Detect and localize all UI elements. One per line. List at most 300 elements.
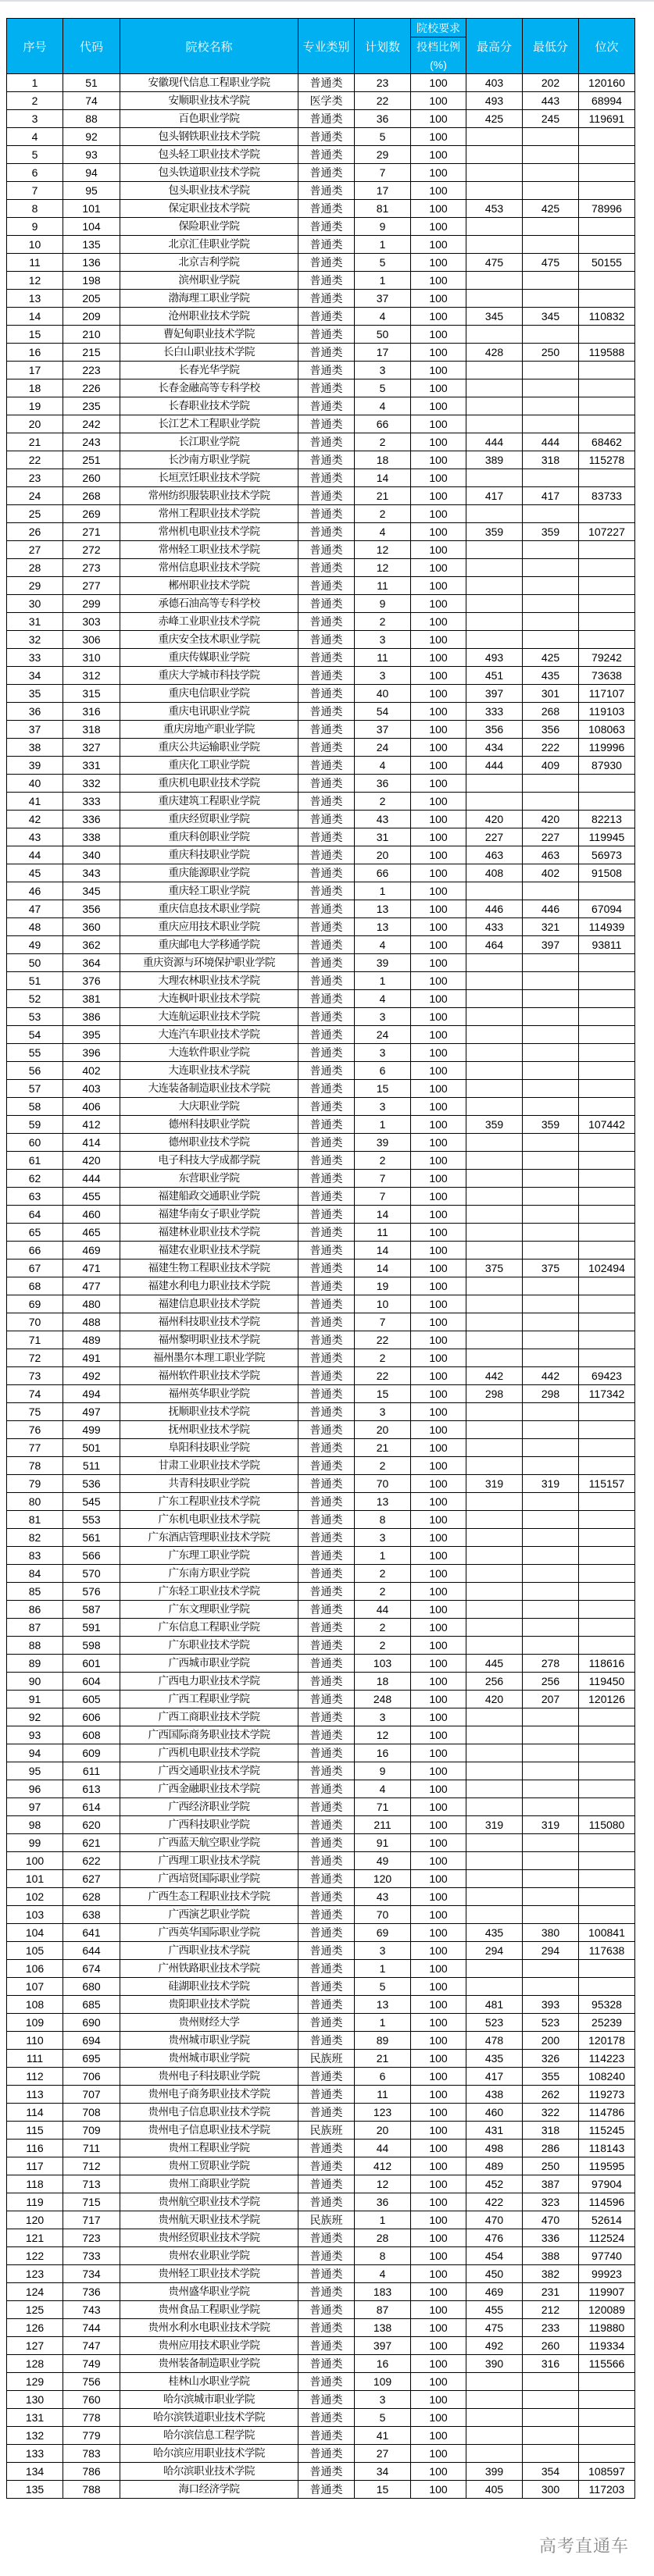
- cell-plan: 3: [355, 1708, 411, 1726]
- cell-ratio: 100: [411, 2247, 466, 2265]
- cell-name: 贵州食品工程职业学院: [120, 2301, 298, 2319]
- cell-min: [523, 1062, 579, 1080]
- cell-ratio: 100: [411, 649, 466, 667]
- cell-rank: [579, 469, 635, 487]
- table-row: [7, 1960, 635, 1978]
- cell-type: 普通类: [298, 1996, 355, 2014]
- cell-ratio: 100: [411, 128, 466, 146]
- cell-rank: 119907: [579, 2283, 635, 2301]
- table-row: [7, 613, 635, 631]
- table-row: [7, 793, 635, 811]
- cell-name: 重庆安全技术职业学院: [120, 631, 298, 649]
- table-row: [7, 882, 635, 900]
- cell-plan: 29: [355, 146, 411, 164]
- cell-seq: 105: [7, 1942, 63, 1960]
- table-row: [7, 1978, 635, 1996]
- cell-seq: 34: [7, 667, 63, 685]
- cell-plan: 16: [355, 2355, 411, 2373]
- cell-type: 普通类: [298, 451, 355, 469]
- cell-min: 354: [523, 2463, 579, 2481]
- cell-name: 甘肃工业职业技术学院: [120, 1457, 298, 1475]
- cell-rank: [579, 2445, 635, 2463]
- cell-name: 重庆邮电大学移通学院: [120, 936, 298, 954]
- cell-rank: 117203: [579, 2481, 635, 2499]
- cell-ratio: 100: [411, 864, 466, 882]
- cell-seq: 77: [7, 1439, 63, 1457]
- cell-ratio: 100: [411, 2445, 466, 2463]
- cell-rank: 91508: [579, 864, 635, 882]
- cell-min: [523, 1888, 579, 1906]
- cell-max: 444: [466, 433, 523, 451]
- cell-ratio: 100: [411, 739, 466, 757]
- table-row: [7, 2319, 635, 2337]
- cell-plan: 11: [355, 2086, 411, 2104]
- cell-type: 普通类: [298, 110, 355, 128]
- cell-max: [466, 2427, 523, 2445]
- cell-rank: [579, 1565, 635, 1583]
- table-header: [7, 19, 635, 74]
- cell-ratio: 100: [411, 1691, 466, 1708]
- cell-type: 普通类: [298, 1924, 355, 1942]
- cell-seq: 14: [7, 308, 63, 326]
- cell-plan: 6: [355, 1062, 411, 1080]
- cell-max: [466, 1726, 523, 1744]
- cell-code: 711: [63, 2140, 120, 2157]
- cell-max: [466, 613, 523, 631]
- cell-plan: 3: [355, 1403, 411, 1421]
- cell-ratio: 100: [411, 811, 466, 828]
- cell-code: 604: [63, 1673, 120, 1691]
- cell-rank: [579, 1511, 635, 1529]
- cell-plan: 7: [355, 1188, 411, 1206]
- cell-ratio: 100: [411, 559, 466, 577]
- table-row: [7, 811, 635, 828]
- cell-code: 788: [63, 2481, 120, 2499]
- cell-seq: 120: [7, 2211, 63, 2229]
- cell-plan: 1: [355, 1116, 411, 1134]
- cell-seq: 1: [7, 74, 63, 92]
- cell-type: 普通类: [298, 828, 355, 846]
- cell-min: [523, 882, 579, 900]
- table-row: [7, 74, 635, 92]
- cell-min: 222: [523, 739, 579, 757]
- cell-plan: 36: [355, 775, 411, 793]
- cell-code: 783: [63, 2445, 120, 2463]
- table-row: [7, 631, 635, 649]
- cell-ratio: 100: [411, 254, 466, 272]
- table-row: [7, 1224, 635, 1242]
- cell-seq: 75: [7, 1403, 63, 1421]
- cell-name: 大庆职业学院: [120, 1098, 298, 1116]
- cell-min: [523, 1206, 579, 1224]
- cell-max: [466, 1619, 523, 1637]
- cell-type: 民族班: [298, 2122, 355, 2140]
- cell-plan: 5: [355, 379, 411, 397]
- cell-max: 464: [466, 936, 523, 954]
- cell-seq: 35: [7, 685, 63, 703]
- table-row: [7, 1457, 635, 1475]
- cell-ratio: 100: [411, 308, 466, 326]
- cell-min: 375: [523, 1259, 579, 1277]
- cell-plan: 4: [355, 757, 411, 775]
- table-row: [7, 290, 635, 308]
- cell-min: [523, 1511, 579, 1529]
- table-row: [7, 1080, 635, 1098]
- cell-ratio: 100: [411, 2193, 466, 2211]
- cell-min: [523, 379, 579, 397]
- cell-min: 336: [523, 2229, 579, 2247]
- cell-min: 425: [523, 649, 579, 667]
- cell-plan: 70: [355, 1475, 411, 1493]
- cell-ratio: 100: [411, 541, 466, 559]
- cell-code: 778: [63, 2409, 120, 2427]
- cell-seq: 69: [7, 1295, 63, 1313]
- cell-min: 402: [523, 864, 579, 882]
- cell-min: 420: [523, 811, 579, 828]
- cell-name: 广西国际商务职业技术学院: [120, 1726, 298, 1744]
- cell-rank: 69423: [579, 1367, 635, 1385]
- cell-seq: 50: [7, 954, 63, 972]
- cell-min: [523, 2373, 579, 2391]
- cell-max: 492: [466, 2337, 523, 2355]
- cell-type: 普通类: [298, 1906, 355, 1924]
- cell-ratio: 100: [411, 487, 466, 505]
- cell-ratio: 100: [411, 2104, 466, 2122]
- header-seq: 序号: [7, 19, 63, 74]
- cell-rank: 117107: [579, 685, 635, 703]
- cell-type: 普通类: [298, 326, 355, 344]
- cell-type: 普通类: [298, 631, 355, 649]
- cell-name: 福建水利电力职业技术学院: [120, 1277, 298, 1295]
- cell-min: [523, 1708, 579, 1726]
- cell-plan: 3: [355, 1008, 411, 1026]
- cell-type: 普通类: [298, 541, 355, 559]
- cell-plan: 11: [355, 577, 411, 595]
- cell-code: 360: [63, 918, 120, 936]
- cell-rank: [579, 613, 635, 631]
- cell-seq: 73: [7, 1367, 63, 1385]
- cell-max: [466, 1583, 523, 1601]
- cell-type: 普通类: [298, 1313, 355, 1331]
- cell-min: [523, 1457, 579, 1475]
- table-row: [7, 1511, 635, 1529]
- cell-ratio: 100: [411, 2032, 466, 2050]
- cell-max: [466, 164, 523, 182]
- cell-min: [523, 1978, 579, 1996]
- cell-seq: 92: [7, 1708, 63, 1726]
- cell-max: [466, 379, 523, 397]
- cell-type: 普通类: [298, 1870, 355, 1888]
- cell-type: 普通类: [298, 1242, 355, 1259]
- cell-seq: 28: [7, 559, 63, 577]
- cell-min: [523, 1331, 579, 1349]
- cell-min: [523, 326, 579, 344]
- cell-name: 广西科技职业学院: [120, 1816, 298, 1834]
- cell-rank: [579, 1798, 635, 1816]
- cell-min: [523, 1295, 579, 1313]
- cell-rank: [579, 164, 635, 182]
- cell-rank: [579, 1026, 635, 1044]
- cell-name: 福建林业职业技术学院: [120, 1224, 298, 1242]
- cell-rank: 119691: [579, 110, 635, 128]
- cell-ratio: 100: [411, 1726, 466, 1744]
- cell-rank: [579, 1978, 635, 1996]
- cell-name: 福州软件职业技术学院: [120, 1367, 298, 1385]
- cell-rank: [579, 1170, 635, 1188]
- cell-name: 北京吉利学院: [120, 254, 298, 272]
- cell-min: 278: [523, 1655, 579, 1673]
- table-row: [7, 1780, 635, 1798]
- cell-name: 大连软件职业学院: [120, 1044, 298, 1062]
- cell-name: 重庆电信职业学院: [120, 685, 298, 703]
- cell-ratio: 100: [411, 1798, 466, 1816]
- cell-name: 大连职业技术学院: [120, 1062, 298, 1080]
- cell-min: [523, 1080, 579, 1098]
- cell-ratio: 100: [411, 703, 466, 721]
- cell-min: [523, 362, 579, 379]
- cell-ratio: 100: [411, 1529, 466, 1547]
- cell-max: [466, 559, 523, 577]
- cell-min: [523, 1224, 579, 1242]
- cell-plan: 22: [355, 1331, 411, 1349]
- cell-plan: 183: [355, 2283, 411, 2301]
- cell-seq: 118: [7, 2175, 63, 2193]
- cell-code: 561: [63, 1529, 120, 1547]
- cell-seq: 22: [7, 451, 63, 469]
- cell-max: [466, 362, 523, 379]
- cell-plan: 11: [355, 649, 411, 667]
- cell-rank: [579, 1708, 635, 1726]
- cell-type: 普通类: [298, 1583, 355, 1601]
- table-row: [7, 1439, 635, 1457]
- cell-name: 抚顺职业技术学院: [120, 1403, 298, 1421]
- cell-max: 475: [466, 254, 523, 272]
- cell-min: [523, 1906, 579, 1924]
- cell-seq: 82: [7, 1529, 63, 1547]
- cell-name: 广西经济职业学院: [120, 1798, 298, 1816]
- cell-name: 贵州电子信息职业技术学院: [120, 2104, 298, 2122]
- cell-code: 136: [63, 254, 120, 272]
- cell-max: 438: [466, 2086, 523, 2104]
- table-row: [7, 577, 635, 595]
- cell-min: [523, 1170, 579, 1188]
- cell-ratio: 100: [411, 1080, 466, 1098]
- cell-max: [466, 1349, 523, 1367]
- cell-type: 普通类: [298, 595, 355, 613]
- cell-seq: 116: [7, 2140, 63, 2157]
- cell-rank: [579, 1242, 635, 1259]
- cell-name: 贵州电子科技职业学院: [120, 2068, 298, 2086]
- cell-rank: [579, 1744, 635, 1762]
- cell-seq: 11: [7, 254, 63, 272]
- cell-plan: 13: [355, 900, 411, 918]
- cell-type: 普通类: [298, 1691, 355, 1708]
- cell-max: 420: [466, 811, 523, 828]
- cell-max: 375: [466, 1259, 523, 1277]
- cell-plan: 7: [355, 1170, 411, 1188]
- cell-ratio: 100: [411, 1493, 466, 1511]
- cell-max: [466, 1708, 523, 1726]
- cell-seq: 8: [7, 200, 63, 218]
- cell-rank: [579, 236, 635, 254]
- cell-seq: 101: [7, 1870, 63, 1888]
- cell-name: 长春光华学院: [120, 362, 298, 379]
- table-row: [7, 2373, 635, 2391]
- cell-code: 444: [63, 1170, 120, 1188]
- table-row: [7, 936, 635, 954]
- cell-ratio: 100: [411, 1044, 466, 1062]
- cell-type: 普通类: [298, 811, 355, 828]
- cell-ratio: 100: [411, 2319, 466, 2337]
- cell-code: 277: [63, 577, 120, 595]
- cell-plan: 40: [355, 685, 411, 703]
- cell-plan: 4: [355, 397, 411, 415]
- cell-code: 743: [63, 2301, 120, 2319]
- cell-name: 滨州职业学院: [120, 272, 298, 290]
- cell-rank: [579, 1439, 635, 1457]
- cell-rank: 50155: [579, 254, 635, 272]
- cell-min: 523: [523, 2014, 579, 2032]
- cell-min: [523, 469, 579, 487]
- table-row: [7, 1313, 635, 1331]
- cell-seq: 80: [7, 1493, 63, 1511]
- cell-plan: 6: [355, 2068, 411, 2086]
- cell-type: 普通类: [298, 559, 355, 577]
- cell-ratio: 100: [411, 1816, 466, 1834]
- cell-plan: 39: [355, 1134, 411, 1152]
- cell-rank: 73638: [579, 667, 635, 685]
- cell-plan: 412: [355, 2157, 411, 2175]
- cell-plan: 10: [355, 1295, 411, 1313]
- cell-ratio: 100: [411, 1565, 466, 1583]
- cell-code: 242: [63, 415, 120, 433]
- cell-name: 福州黎明职业技术学院: [120, 1331, 298, 1349]
- cell-rank: [579, 775, 635, 793]
- cell-max: 256: [466, 1673, 523, 1691]
- top-divider: [0, 0, 654, 2]
- cell-ratio: 100: [411, 1008, 466, 1026]
- cell-code: 606: [63, 1708, 120, 1726]
- cell-min: 393: [523, 1996, 579, 2014]
- cell-min: [523, 1637, 579, 1655]
- cell-max: [466, 631, 523, 649]
- cell-min: 397: [523, 936, 579, 954]
- cell-type: 普通类: [298, 613, 355, 631]
- cell-plan: 43: [355, 811, 411, 828]
- cell-code: 501: [63, 1439, 120, 1457]
- cell-seq: 88: [7, 1637, 63, 1655]
- cell-plan: 81: [355, 200, 411, 218]
- cell-rank: [579, 559, 635, 577]
- table-row: [7, 2337, 635, 2355]
- cell-rank: [579, 2409, 635, 2427]
- cell-rank: 115157: [579, 1475, 635, 1493]
- cell-rank: 97740: [579, 2247, 635, 2265]
- cell-max: 463: [466, 846, 523, 864]
- cell-type: 医学类: [298, 92, 355, 110]
- cell-type: 普通类: [298, 2409, 355, 2427]
- cell-type: 普通类: [298, 1457, 355, 1475]
- cell-name: 大连航运职业技术学院: [120, 1008, 298, 1026]
- cell-ratio: 100: [411, 2373, 466, 2391]
- cell-max: [466, 1493, 523, 1511]
- table-row: [7, 2229, 635, 2247]
- header-type: 专业类别: [298, 19, 355, 74]
- cell-rank: 95328: [579, 1996, 635, 2014]
- cell-max: 359: [466, 523, 523, 541]
- cell-ratio: 100: [411, 523, 466, 541]
- cell-name: 广西机电职业技术学院: [120, 1744, 298, 1762]
- cell-max: 454: [466, 2247, 523, 2265]
- cell-min: [523, 236, 579, 254]
- cell-max: [466, 2409, 523, 2427]
- cell-seq: 41: [7, 793, 63, 811]
- cell-plan: 17: [355, 182, 411, 200]
- table-row: [7, 433, 635, 451]
- cell-type: 普通类: [298, 1134, 355, 1152]
- cell-ratio: 100: [411, 1601, 466, 1619]
- cell-min: [523, 1529, 579, 1547]
- cell-ratio: 100: [411, 2301, 466, 2319]
- cell-min: [523, 2445, 579, 2463]
- cell-plan: 3: [355, 2391, 411, 2409]
- cell-name: 包头铁道职业技术学院: [120, 164, 298, 182]
- cell-ratio: 100: [411, 1655, 466, 1673]
- cell-type: 普通类: [298, 2391, 355, 2409]
- cell-max: 319: [466, 1475, 523, 1493]
- cell-ratio: 100: [411, 236, 466, 254]
- cell-min: 323: [523, 2193, 579, 2211]
- cell-rank: 114786: [579, 2104, 635, 2122]
- cell-plan: 22: [355, 92, 411, 110]
- cell-plan: 2: [355, 1349, 411, 1367]
- cell-name: 共青科技职业学院: [120, 1475, 298, 1493]
- cell-code: 209: [63, 308, 120, 326]
- cell-name: 广西生态工程职业技术学院: [120, 1888, 298, 1906]
- table-row: [7, 1888, 635, 1906]
- cell-min: 318: [523, 451, 579, 469]
- cell-max: 450: [466, 2265, 523, 2283]
- table-row: [7, 1493, 635, 1511]
- cell-min: 345: [523, 308, 579, 326]
- cell-plan: 109: [355, 2373, 411, 2391]
- table-row: [7, 505, 635, 523]
- cell-code: 734: [63, 2265, 120, 2283]
- cell-min: 359: [523, 523, 579, 541]
- cell-rank: [579, 1960, 635, 1978]
- cell-seq: 122: [7, 2247, 63, 2265]
- cell-code: 760: [63, 2391, 120, 2409]
- cell-type: 普通类: [298, 1439, 355, 1457]
- cell-max: 489: [466, 2157, 523, 2175]
- table-row: [7, 1906, 635, 1924]
- cell-rank: 120160: [579, 74, 635, 92]
- cell-max: [466, 272, 523, 290]
- cell-min: [523, 559, 579, 577]
- cell-seq: 111: [7, 2050, 63, 2068]
- cell-code: 420: [63, 1152, 120, 1170]
- cell-min: 227: [523, 828, 579, 846]
- cell-code: 492: [63, 1367, 120, 1385]
- cell-ratio: 100: [411, 92, 466, 110]
- cell-max: 389: [466, 451, 523, 469]
- table-row: [7, 2427, 635, 2445]
- table-row: [7, 559, 635, 577]
- cell-code: 345: [63, 882, 120, 900]
- cell-seq: 6: [7, 164, 63, 182]
- cell-plan: 20: [355, 846, 411, 864]
- cell-type: 普通类: [298, 1349, 355, 1367]
